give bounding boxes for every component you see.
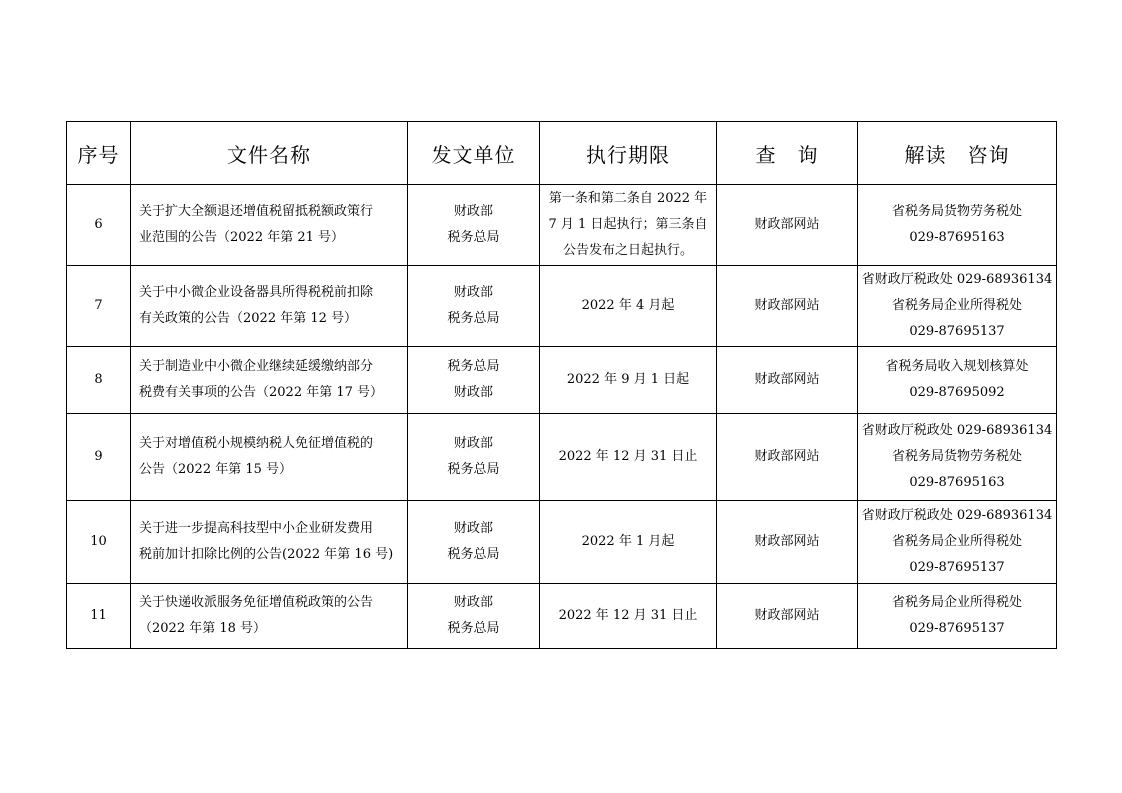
- table-row: [67, 266, 1057, 347]
- row-number-cell: 6: [67, 185, 131, 266]
- header-query: 查 询: [717, 122, 858, 185]
- file-name-cell: [131, 185, 408, 266]
- table-row: [67, 414, 1057, 501]
- query-cell: 财政部网站: [717, 347, 858, 414]
- file-name-line: 有关政策的公告（2022 年第 12 号）: [139, 311, 358, 326]
- period-line: 公告发布之日起执行。: [562, 243, 693, 258]
- consult-line: 029-87695137: [909, 560, 1005, 575]
- consult-cell: [858, 266, 1057, 347]
- consult-line: 029-87695137: [909, 324, 1005, 339]
- file-name-cell: [131, 414, 408, 501]
- file-name-line: 业范围的公告（2022 年第 21 号）: [139, 230, 345, 245]
- period-line: 第一条和第二条自 2022 年: [548, 191, 708, 206]
- query-cell: 财政部网站: [717, 185, 858, 266]
- consult-line: 省税务局企业所得税处: [891, 534, 1022, 549]
- issuer-line: 税务总局: [447, 359, 500, 374]
- consult-line: 省税务局企业所得税处: [891, 595, 1022, 610]
- issuer-cell: [408, 501, 540, 584]
- consult-cell: [858, 185, 1057, 266]
- header-no: 序号: [67, 122, 131, 185]
- period-line: 7 月 1 日起执行；第三条自: [548, 217, 708, 232]
- file-name-line: 税费有关事项的公告（2022 年第 17 号）: [139, 385, 384, 400]
- issuer-line: 税务总局: [447, 230, 500, 245]
- period-cell: [540, 414, 717, 501]
- file-name-line: （2022 年第 18 号）: [139, 621, 267, 636]
- issuer-cell: [408, 414, 540, 501]
- policy-table: [66, 121, 1057, 649]
- consult-line: 省财政厅税政处 029-68936134: [861, 423, 1053, 438]
- issuer-line: 财政部: [453, 595, 493, 610]
- issuer-line: 财政部: [453, 521, 493, 536]
- query-cell: 财政部网站: [717, 501, 858, 584]
- period-line: 2022 年 9 月 1 日起: [566, 372, 690, 387]
- file-name-cell: [131, 501, 408, 584]
- issuer-line: 财政部: [453, 285, 493, 300]
- file-name-line: 关于制造业中小微企业继续延缓缴纳部分: [139, 359, 374, 374]
- consult-line: 029-87695092: [909, 385, 1005, 400]
- header-consult: 解读 咨询: [858, 122, 1057, 185]
- period-line: 2022 年 12 月 31 日止: [558, 449, 698, 464]
- period-cell: [540, 584, 717, 649]
- query-cell: 财政部网站: [717, 414, 858, 501]
- consult-line: 029-87695163: [909, 230, 1005, 245]
- issuer-line: 税务总局: [447, 621, 500, 636]
- issuer-cell: [408, 185, 540, 266]
- header-issuer: 发文单位: [408, 122, 540, 185]
- table-row: [67, 347, 1057, 414]
- consult-line: 省税务局货物劳务税处: [891, 204, 1022, 219]
- period-line: 2022 年 4 月起: [581, 298, 675, 313]
- consult-cell: [858, 414, 1057, 501]
- file-name-line: 关于进一步提高科技型中小企业研发费用: [139, 521, 374, 536]
- file-name-cell: [131, 584, 408, 649]
- header-row: [67, 122, 1057, 185]
- row-number-cell: 8: [67, 347, 131, 414]
- query-cell: 财政部网站: [717, 584, 858, 649]
- issuer-line: 财政部: [453, 436, 493, 451]
- consult-line: 省财政厅税政处 029-68936134: [861, 508, 1053, 523]
- issuer-line: 税务总局: [447, 311, 500, 326]
- file-name-line: 关于中小微企业设备器具所得税税前扣除: [139, 285, 374, 300]
- issuer-line: 税务总局: [447, 462, 500, 477]
- consult-cell: [858, 347, 1057, 414]
- period-cell: [540, 266, 717, 347]
- file-name-cell: [131, 347, 408, 414]
- file-name-line: 关于快递收派服务免征增值税政策的公告: [139, 595, 374, 610]
- issuer-cell: [408, 266, 540, 347]
- consult-line: 省财政厅税政处 029-68936134: [861, 272, 1053, 287]
- header-file-name: 文件名称: [131, 122, 408, 185]
- row-number-cell: 7: [67, 266, 131, 347]
- issuer-cell: [408, 347, 540, 414]
- issuer-line: 财政部: [453, 204, 493, 219]
- issuer-cell: [408, 584, 540, 649]
- issuer-line: 税务总局: [447, 547, 500, 562]
- consult-line: 029-87695163: [909, 475, 1005, 490]
- table-row: [67, 501, 1057, 584]
- file-name-line: 关于对增值税小规模纳税人免征增值税的: [139, 436, 374, 451]
- period-line: 2022 年 12 月 31 日止: [558, 608, 698, 623]
- issuer-line: 财政部: [453, 385, 493, 400]
- header-period: 执行期限: [540, 122, 717, 185]
- consult-line: 029-87695137: [909, 621, 1005, 636]
- period-cell: [540, 501, 717, 584]
- table-row: [67, 185, 1057, 266]
- consult-line: 省税务局货物劳务税处: [891, 449, 1022, 464]
- consult-cell: [858, 584, 1057, 649]
- file-name-line: 税前加计扣除比例的公告(2022 年第 16 号): [139, 547, 394, 562]
- consult-line: 省税务局收入规划核算处: [885, 359, 1029, 374]
- period-cell: [540, 185, 717, 266]
- row-number-cell: 11: [67, 584, 131, 649]
- file-name-line: 关于扩大全额退还增值税留抵税额政策行: [139, 204, 374, 219]
- file-name-cell: [131, 266, 408, 347]
- row-number-cell: 9: [67, 414, 131, 501]
- table-row: [67, 584, 1057, 649]
- consult-line: 省税务局企业所得税处: [891, 298, 1022, 313]
- query-cell: 财政部网站: [717, 266, 858, 347]
- period-cell: [540, 347, 717, 414]
- consult-cell: [858, 501, 1057, 584]
- row-number-cell: 10: [67, 501, 131, 584]
- period-line: 2022 年 1 月起: [581, 534, 675, 549]
- file-name-line: 公告（2022 年第 15 号）: [139, 462, 293, 477]
